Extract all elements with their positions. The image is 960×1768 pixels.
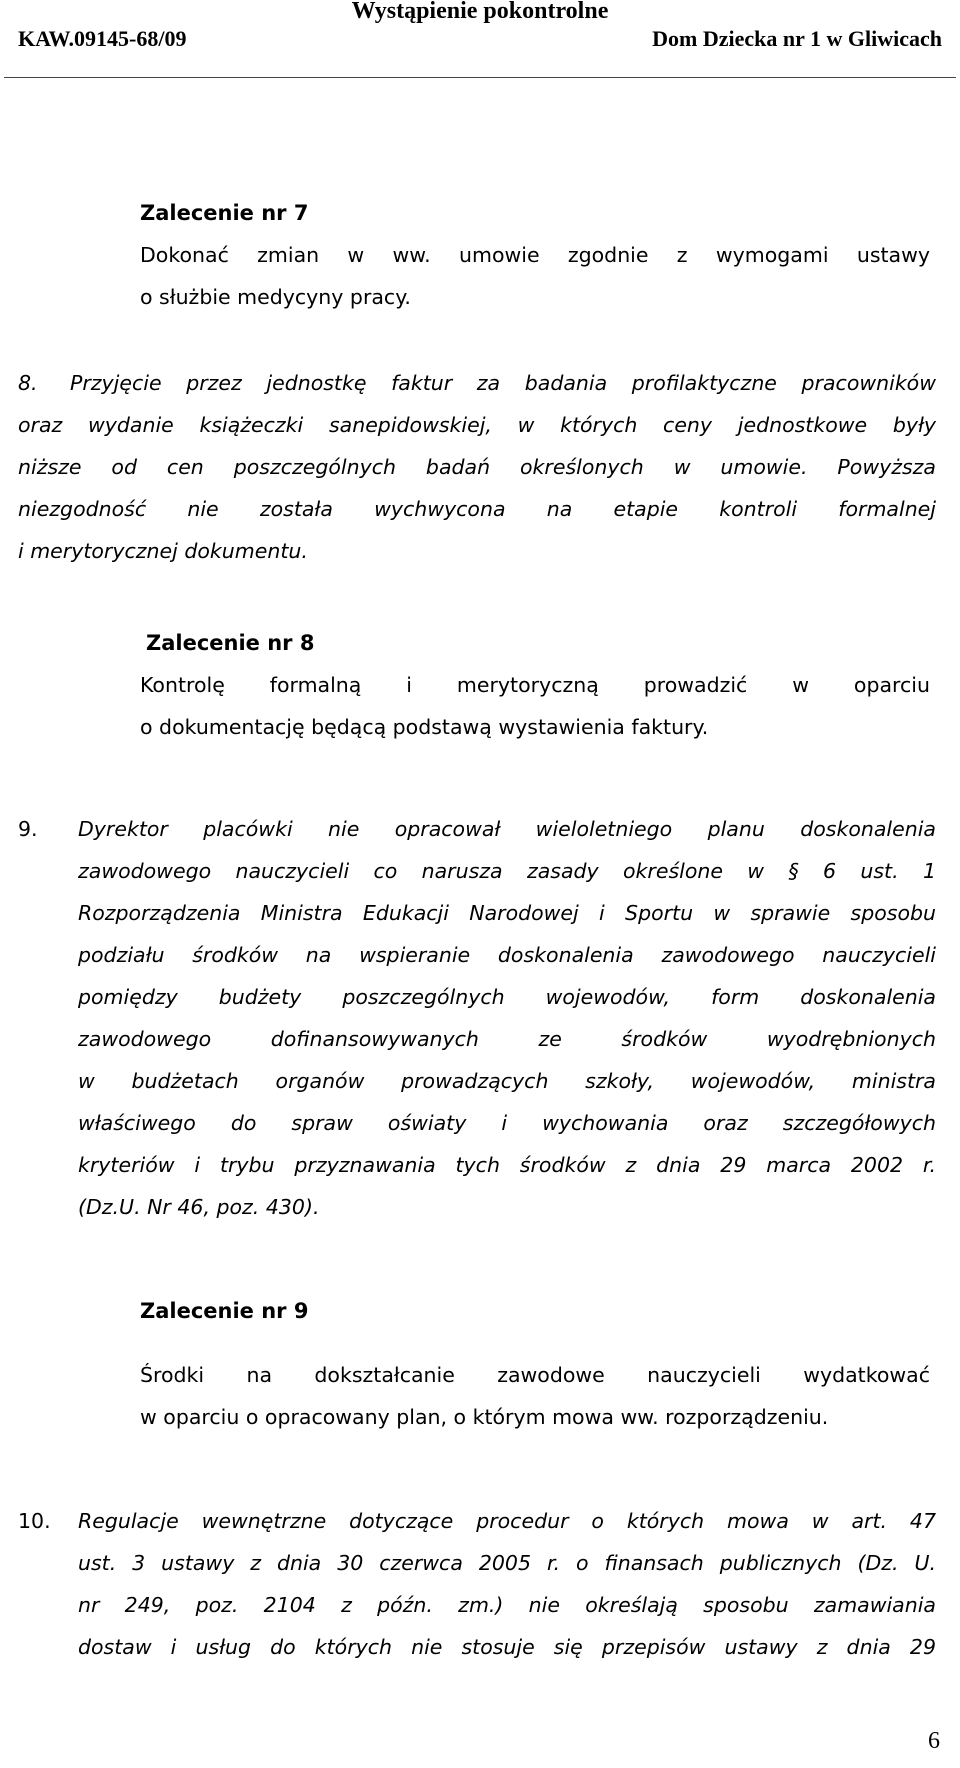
recommendation-8 [140,622,930,748]
recommendation-title: Zalecenie nr 8 [146,631,315,655]
finding-line: (Dz.U. Nr 46, poz. 430). [78,1195,320,1219]
finding-line: pomiędzy budżety poszczególnych wojewodów, form doskonalenia [78,985,936,1009]
finding-line: dostaw i usług do których nie stosuje się przepisów ustawy z dnia 29 [78,1635,936,1659]
finding-line: zawodowego nauczycieli co narusza zasady określone w § 6 ust. 1 [78,859,936,883]
header-divider [4,77,956,78]
case-reference: KAW.09145-68/09 [18,26,187,51]
finding-line: zawodowego dofinansowywanych ze środków wyodrębnionych [78,1027,936,1051]
finding-text [78,808,936,1228]
finding-line: Przyjęcie przez jednostkę faktur za badania profilaktyczne pracowników [70,371,936,395]
finding-text [78,1500,936,1668]
finding-line: i merytorycznej dokumentu. [18,539,308,563]
finding-line: niezgodność nie została wychwycona na etapie kontroli formalnej [18,497,936,521]
recommendation-line: Dokonać zmian w ww. umowie zgodnie z wymogami ustawy [140,243,930,267]
finding-line: kryteriów i trybu przyznawania tych środków z dnia 29 marca 2002 r. [78,1153,936,1177]
recommendation-line: Środki na dokształcanie zawodowe nauczycieli wydatkować [140,1363,930,1387]
finding-text [18,362,936,572]
finding-line: Dyrektor placówki nie opracował wieloletniego planu doskonalenia [78,817,936,841]
finding-number: 10. [18,1509,51,1533]
finding-line: Rozporządzenia Ministra Edukacji Narodowej i Sportu w sprawie sposobu [78,901,936,925]
finding-line: podziału środków na wspieranie doskonalenia zawodowego nauczycieli [78,943,936,967]
page-header [0,0,960,80]
finding-number: 8. [18,371,38,395]
recommendation-title: Zalecenie nr 7 [140,201,309,225]
recommendation-line: o służbie medycyny pracy. [140,285,411,309]
recommendation-title: Zalecenie nr 9 [140,1299,309,1323]
finding-line: Regulacje wewnętrzne dotyczące procedur o których mowa w art. 47 [78,1509,936,1533]
finding-line: właściwego do spraw oświaty i wychowania oraz szczegółowych [78,1111,936,1135]
page-number: 6 [928,1728,940,1754]
finding-line: oraz wydanie książeczki sanepidowskiej, w których ceny jednostkowe były [18,413,936,437]
finding-line: ust. 3 ustawy z dnia 30 czerwca 2005 r. o finansach publicznych (Dz. U. [78,1551,936,1575]
header-title: Wystąpienie pokontrolne [351,0,609,24]
institution-name: Dom Dziecka nr 1 w Gliwicach [652,26,942,51]
recommendation-line: o dokumentację będącą podstawą wystawienia faktury. [140,715,709,739]
recommendation-line: w oparciu o opracowany plan, o którym mowa ww. rozporządzeniu. [140,1405,829,1429]
finding-line: w budżetach organów prowadzących szkoły, wojewodów, ministra [78,1069,936,1093]
finding-line: nr 249, poz. 2104 z późn. zm.) nie określają sposobu zamawiania [78,1593,936,1617]
recommendation-7 [140,192,930,318]
finding-line: niższe od cen poszczególnych badań określonych w umowie. Powyższa [18,455,936,479]
recommendation-9 [140,1290,930,1438]
finding-number: 9. [18,817,38,841]
recommendation-line: Kontrolę formalną i merytoryczną prowadzić w oparciu [140,673,930,697]
